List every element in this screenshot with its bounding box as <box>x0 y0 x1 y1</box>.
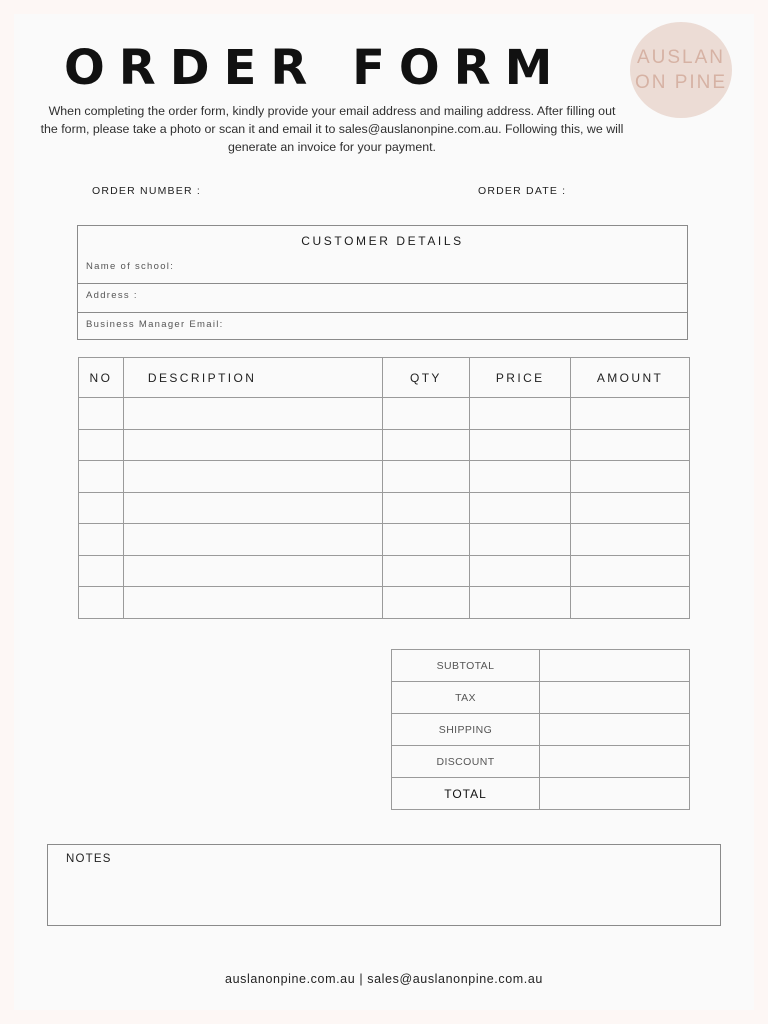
customer-details-box <box>77 225 688 340</box>
cell-price[interactable] <box>470 398 571 430</box>
cell-price[interactable] <box>470 587 571 619</box>
customer-details-heading: CUSTOMER DETAILS <box>301 234 464 248</box>
subtotal-value-cell[interactable] <box>540 650 690 682</box>
table-header-row <box>79 358 690 398</box>
notes-box[interactable] <box>47 844 721 926</box>
cell-amount[interactable] <box>571 429 690 461</box>
cell-price[interactable] <box>470 461 571 493</box>
total-value-cell[interactable] <box>540 778 690 810</box>
table-row <box>79 461 690 493</box>
cell-price[interactable] <box>470 524 571 556</box>
table-row <box>79 587 690 619</box>
cell-description[interactable] <box>123 492 382 524</box>
cell-description[interactable] <box>123 524 382 556</box>
cell-amount[interactable] <box>571 398 690 430</box>
cell-qty[interactable] <box>382 398 470 430</box>
col-header-qty: QTY <box>382 358 470 398</box>
footer-contact: auslanonpine.com.au | sales@auslanonpine.com.au <box>225 972 543 986</box>
discount-value-cell[interactable] <box>540 746 690 778</box>
cell-qty[interactable] <box>382 555 470 587</box>
col-header-description: DESCRIPTION <box>123 358 382 398</box>
cell-amount[interactable] <box>571 524 690 556</box>
table-row <box>79 555 690 587</box>
col-header-no: NO <box>79 358 124 398</box>
logo-line-2: ON PINE <box>634 72 728 93</box>
subtotal-label: SUBTOTAL <box>392 650 540 682</box>
cell-price[interactable] <box>470 429 571 461</box>
page-title: ORDER FORM <box>64 40 567 96</box>
divider <box>78 283 687 284</box>
tax-value-cell[interactable] <box>540 682 690 714</box>
cell-qty[interactable] <box>382 429 470 461</box>
cell-description[interactable] <box>123 429 382 461</box>
table-row <box>79 524 690 556</box>
intro-line-3: generate an invoice for your payment. <box>227 140 436 154</box>
intro-line-1: When completing the order form, kindly provide your email address and mailing address. After filling out <box>48 104 616 118</box>
cell-no[interactable] <box>79 524 124 556</box>
cell-amount[interactable] <box>571 461 690 493</box>
shipping-label: SHIPPING <box>392 714 540 746</box>
cell-price[interactable] <box>470 555 571 587</box>
tax-label: TAX <box>392 682 540 714</box>
logo-line-1: AUSLAN <box>636 47 726 68</box>
total-row <box>392 778 690 810</box>
cell-qty[interactable] <box>382 461 470 493</box>
cell-qty[interactable] <box>382 492 470 524</box>
subtotal-row <box>392 650 690 682</box>
cell-no[interactable] <box>79 461 124 493</box>
cell-description[interactable] <box>123 555 382 587</box>
brand-logo <box>630 22 732 118</box>
cell-amount[interactable] <box>571 587 690 619</box>
item-rows <box>79 398 690 619</box>
cell-no[interactable] <box>79 429 124 461</box>
shipping-row <box>392 714 690 746</box>
cell-no[interactable] <box>79 492 124 524</box>
totals-table <box>391 649 690 810</box>
cell-qty[interactable] <box>382 524 470 556</box>
shipping-value-cell[interactable] <box>540 714 690 746</box>
address-field[interactable]: Address : <box>86 290 138 301</box>
table-row <box>79 398 690 430</box>
notes-label: NOTES <box>66 853 112 865</box>
business-manager-email-field[interactable]: Business Manager Email: <box>86 319 224 330</box>
discount-row <box>392 746 690 778</box>
order-date-label: ORDER DATE : <box>478 185 567 197</box>
divider <box>78 312 687 313</box>
intro-line-2: the form, please take a photo or scan it and email it to sales@auslanonpine.com.au. Following this, we will <box>40 122 624 136</box>
cell-price[interactable] <box>470 492 571 524</box>
cell-description[interactable] <box>123 461 382 493</box>
school-name-field[interactable]: Name of school: <box>86 261 175 272</box>
col-header-price: PRICE <box>470 358 571 398</box>
intro-text <box>20 102 644 156</box>
cell-amount[interactable] <box>571 492 690 524</box>
table-row <box>79 492 690 524</box>
cell-qty[interactable] <box>382 587 470 619</box>
cell-no[interactable] <box>79 398 124 430</box>
cell-description[interactable] <box>123 398 382 430</box>
total-label: TOTAL <box>392 778 540 810</box>
discount-label: DISCOUNT <box>392 746 540 778</box>
cell-no[interactable] <box>79 587 124 619</box>
table-row <box>79 429 690 461</box>
cell-description[interactable] <box>123 587 382 619</box>
cell-no[interactable] <box>79 555 124 587</box>
order-items-table <box>78 357 690 619</box>
cell-amount[interactable] <box>571 555 690 587</box>
tax-row <box>392 682 690 714</box>
col-header-amount: AMOUNT <box>571 358 690 398</box>
order-number-label: ORDER NUMBER : <box>92 185 201 197</box>
